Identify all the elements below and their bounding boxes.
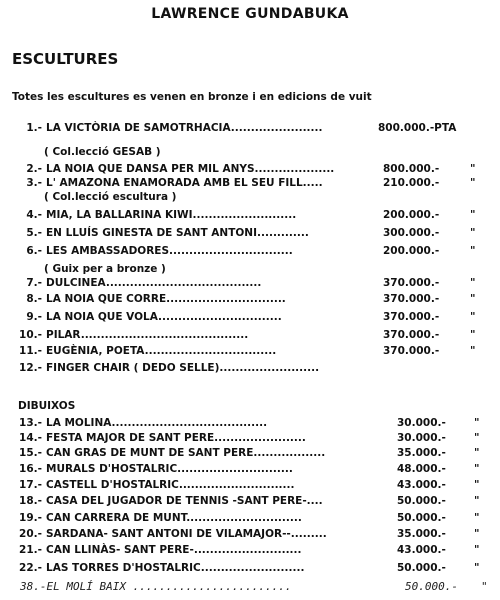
section-heading-sculptures: ESCULTURES [12, 50, 119, 68]
sculpture-row [0, 208, 500, 222]
item-title: LA NOIA QUE VOLA............................... [46, 311, 282, 323]
sculpture-row [0, 121, 500, 135]
item-title: EUGÈNIA, POETA................................. [46, 345, 277, 357]
item-number: 16.- [19, 463, 42, 475]
note-plaster-for-bronze: ( Guix per a bronze ) [44, 263, 166, 275]
sculpture-row [0, 292, 500, 306]
item-number: 18.- [19, 495, 42, 507]
ditto-mark: " [474, 479, 480, 491]
ditto-mark: " [474, 512, 480, 524]
item-price: 50.000.- [397, 495, 446, 507]
ditto-mark: " [474, 562, 480, 574]
note-collection-gesab: ( Col.lecció GESAB ) [44, 146, 161, 158]
item-number: 12.- [19, 362, 42, 374]
item-number: 14.- [19, 432, 42, 444]
sculpture-row [0, 244, 500, 258]
item-number: 2.- [26, 163, 42, 175]
item-number: 20.- [19, 528, 42, 540]
ditto-mark: " [474, 432, 480, 444]
sculpture-row [0, 310, 500, 324]
item-title: CAN GRAS DE MUNT DE SANT PERE.................. [46, 447, 326, 459]
item-title: FESTA MAJOR DE SANT PERE....................... [46, 432, 306, 444]
item-title: MURALS D'HOSTALRIC............................. [46, 463, 293, 475]
sculpture-row [0, 226, 500, 240]
item-number: 10.- [19, 329, 42, 341]
item-title: L' AMAZONA ENAMORADA AMB EL SEU FILL..... [46, 177, 323, 189]
item-price: 35.000.- [397, 528, 446, 540]
item-title: LA VICTÒRIA DE SAMOTRHACIA....................... [46, 122, 323, 134]
handwritten-entry-title: 38.-EL MOLÍ BAIX ........................ [20, 580, 292, 593]
ditto-mark: " [470, 293, 476, 305]
item-title: CAN CARRERA DE MUNT............................. [46, 512, 302, 524]
item-number: 8.- [26, 293, 42, 305]
item-price: 800.000.- [383, 163, 440, 175]
sculpture-row [0, 276, 500, 290]
item-title: LA MOLINA....................................... [46, 417, 268, 429]
item-title: LAS TORRES D'HOSTALRIC.......................... [46, 562, 305, 574]
item-price: 43.000.- [397, 479, 446, 491]
item-title: EN LLUÍS GINESTA DE SANT ANTONI............. [46, 227, 309, 239]
ditto-mark: " [470, 345, 476, 357]
drawing-row [0, 446, 500, 460]
item-number: 21.- [19, 544, 42, 556]
author-name: LAWRENCE GUNDABUKA [151, 6, 349, 22]
ditto-mark: " [470, 227, 476, 239]
drawing-row [0, 478, 500, 492]
handwritten-entry [0, 580, 500, 596]
item-number: 9.- [26, 311, 42, 323]
drawing-row [0, 494, 500, 508]
sculpture-row [0, 328, 500, 342]
item-price: 370.000.- [383, 329, 440, 341]
item-number: 15.- [19, 447, 42, 459]
item-title: PILAR.......................................... [46, 329, 249, 341]
drawing-row [0, 543, 500, 557]
item-number: 19.- [19, 512, 42, 524]
drawing-row [0, 527, 500, 541]
item-price: 30.000.- [397, 417, 446, 429]
drawing-row [0, 511, 500, 525]
item-title: LA NOIA QUE DANSA PER MIL ANYS.................... [46, 163, 335, 175]
item-price: 48.000.- [397, 463, 446, 475]
ditto-mark: " [470, 277, 476, 289]
note-collection-escultura: ( Col.lecció escultura ) [44, 191, 177, 203]
item-title: DULCINEA....................................... [46, 277, 262, 289]
intro-text: Totes les escultures es venen en bronze i en edicions de vuit [12, 91, 372, 103]
item-price: 50.000.- [397, 512, 446, 524]
item-title: LES AMBASSADORES............................... [46, 245, 293, 257]
item-title: CASTELL D'HOSTALRIC............................. [46, 479, 295, 491]
item-number: 7.- [26, 277, 42, 289]
item-price: 50.000.- [397, 562, 446, 574]
item-price: 210.000.- [383, 177, 440, 189]
item-title: CASA DEL JUGADOR DE TENNIS -SANT PERE-.... [46, 495, 323, 507]
item-price: 370.000.- [383, 277, 440, 289]
item-price: 370.000.- [383, 311, 440, 323]
ditto-mark: " [474, 463, 480, 475]
item-price: 800.000.-PTA [378, 122, 457, 134]
drawing-row [0, 462, 500, 476]
item-number: 22.- [19, 562, 42, 574]
item-title: SARDANA- SANT ANTONI DE VILAMAJOR--......... [46, 528, 327, 540]
sculpture-row [0, 162, 500, 176]
item-number: 4.- [26, 209, 42, 221]
ditto-mark: " [470, 209, 476, 221]
ditto-mark: " [474, 544, 480, 556]
item-number: 13.- [19, 417, 42, 429]
ditto-mark: " [470, 329, 476, 341]
item-price: 370.000.- [383, 293, 440, 305]
ditto-mark: " [470, 245, 476, 257]
item-title: MIA, LA BALLARINA KIWI.......................... [46, 209, 297, 221]
item-price: 43.000.- [397, 544, 446, 556]
sculpture-row [0, 176, 500, 190]
item-number: 6.- [26, 245, 42, 257]
handwritten-entry-mark: " [481, 580, 488, 593]
sculpture-row [0, 361, 500, 375]
drawing-row [0, 416, 500, 430]
item-number: 5.- [26, 227, 42, 239]
drawing-row [0, 431, 500, 445]
item-title: FINGER CHAIR ( DEDO SELLE)......................... [46, 362, 320, 374]
item-number: 1.- [26, 122, 42, 134]
handwritten-entry-price: 50.000.- [405, 580, 458, 593]
item-price: 200.000.- [383, 245, 440, 257]
item-title: LA NOIA QUE CORRE.............................. [46, 293, 286, 305]
item-price: 200.000.- [383, 209, 440, 221]
ditto-mark: " [474, 417, 480, 429]
item-price: 35.000.- [397, 447, 446, 459]
item-number: 11.- [19, 345, 42, 357]
ditto-mark: " [474, 528, 480, 540]
item-number: 3.- [26, 177, 42, 189]
ditto-mark: " [470, 177, 476, 189]
item-price: 300.000.- [383, 227, 440, 239]
item-price: 370.000.- [383, 345, 440, 357]
section-heading-drawings: DIBUIXOS [18, 400, 76, 412]
ditto-mark: " [474, 495, 480, 507]
item-number: 17.- [19, 479, 42, 491]
ditto-mark: " [474, 447, 480, 459]
sculpture-row [0, 344, 500, 358]
ditto-mark: " [470, 311, 476, 323]
item-price: 30.000.- [397, 432, 446, 444]
item-title: CAN LLINÀS- SANT PERE-........................... [46, 544, 302, 556]
ditto-mark: " [470, 163, 476, 175]
drawing-row [0, 561, 500, 575]
